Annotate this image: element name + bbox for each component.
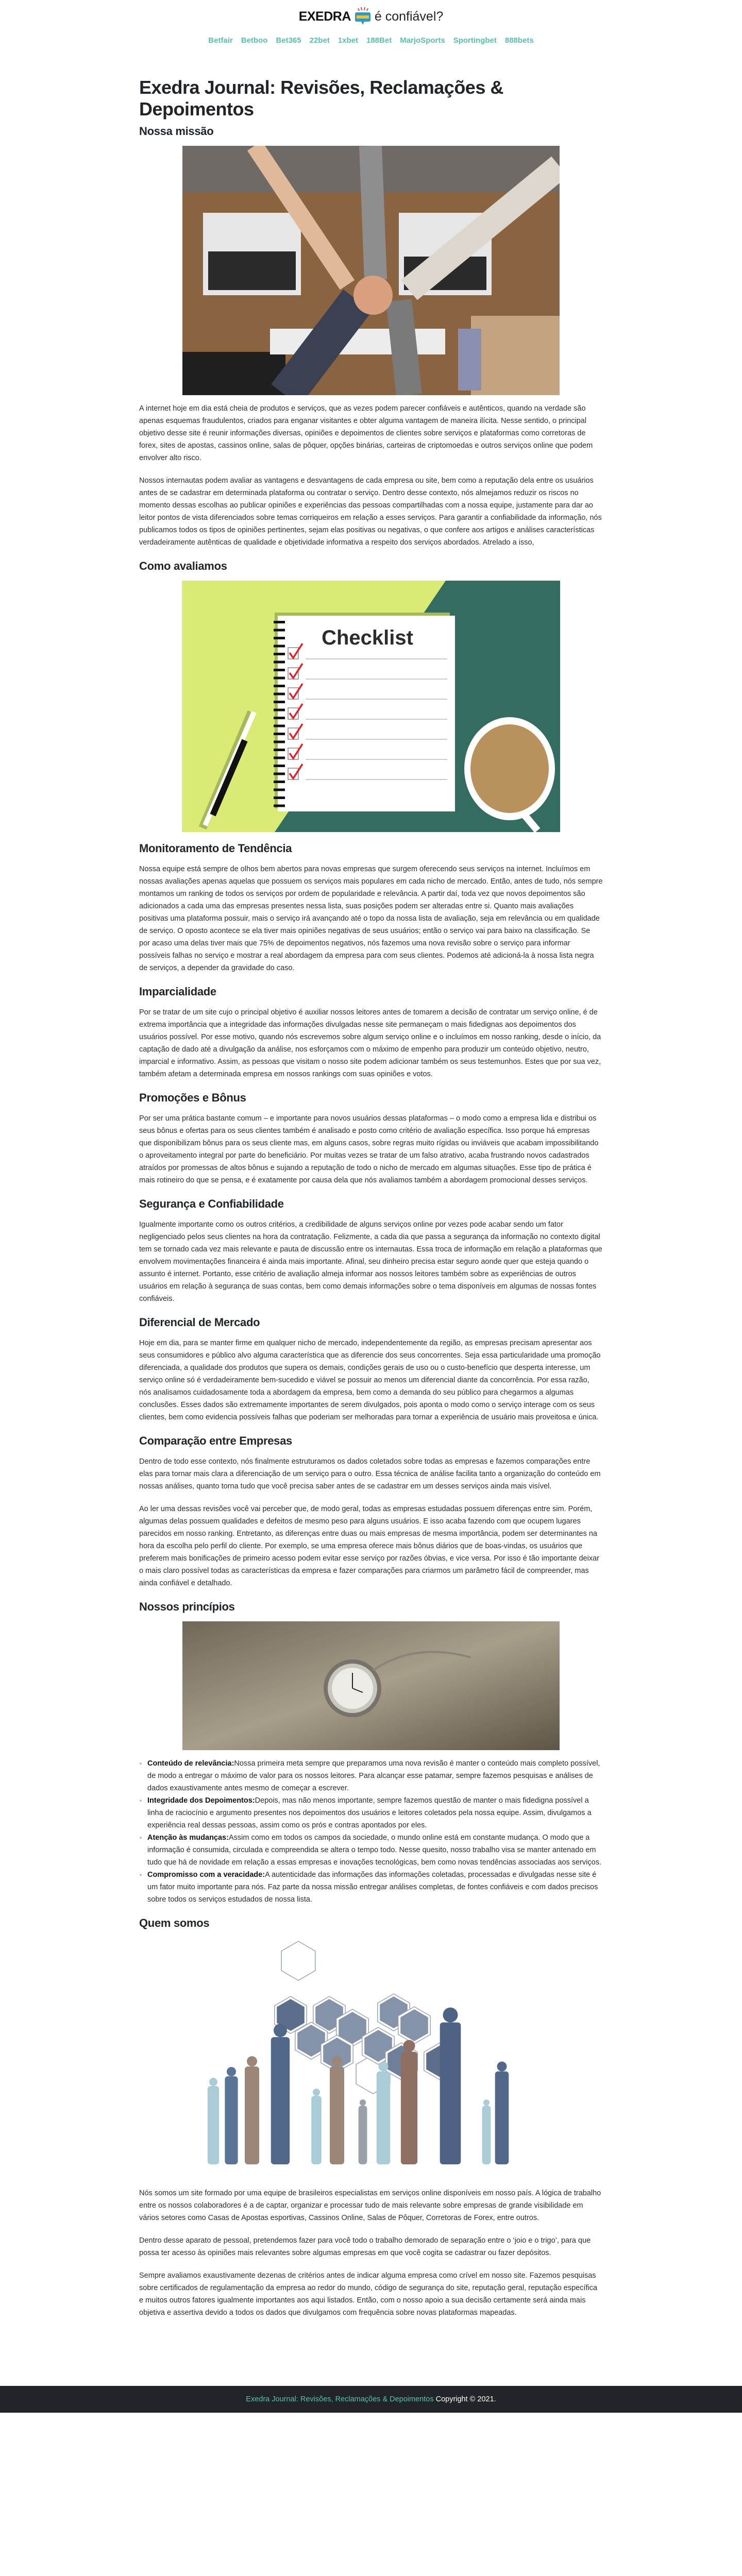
site-footer <box>0 2386 742 2413</box>
page-title: Exedra Journal: Revisões, Reclamações & Depoimentos <box>139 77 503 120</box>
principle-item: • Compromisso com a veracidade:A autenticidade das informações das informações coletadas, processadas e divulgadas nesse site é um fator muito importante para nós. Faz parte da nossa missão entregar análises completas, de fontes confiáveis e com dados precisos sobre todos os serviços estudados de nossa lista. <box>147 1869 603 1906</box>
mission-paragraph: A internet hoje em dia está cheia de produtos e serviços, que as vezes podem parecer confiáveis e autênticos, quando na verdade são apenas esquemas fraudulentos, criados para enganar visitantes e obter alguma vantagem de maneira ilícita. Nesse sentido, o principal objetivo desse site é reunir informações diversas, opiniões e depoimentos de clientes sobre serviços e plataformas como corretoras de forex, sites de apostas, cassinos online, salas de pôquer, opções binárias, carteiras de criptomoedas e outros serviços online que podem envolver alto risco. <box>139 404 593 462</box>
section-principles <box>139 1600 603 1906</box>
section-paragraph: Dentro de todo esse contexto, nós finalmente estruturamos os dados coletados sobre todas as empresas e fazemos comparações entre elas para tornar mais clara a diferenciação de um serviço para o outro. Essa técnica de análise facilita tanto a organização do conteúdo em nossas análises, quanto torna tudo que você precisa saber antes de se cadastrar em um desses serviços ainda mais visível. <box>139 1458 601 1490</box>
section-security <box>139 1197 603 1305</box>
speech-bubble-icon <box>354 7 372 26</box>
section-paragraph: Hoje em dia, para se manter firme em qualquer nicho de mercado, independentemente da região, as empresas precisam apresentar aos seus consumidores e público alvo alguma característica que as diferencie dos seus concorrentes. Seja essa particularidade uma promoção diferenciada, a qualidade dos produtos que supera os demais, condições gerais de uso ou o custo-benefício que desperta interesse, um serviço online só é verdadeiramente bem-sucedido e viável se possuir ao menos um diferencial diante da concorrência. Por essa razão, nós analisamos cuidadosamente toda a abordagem da empresa, bem como a demanda do seu público para chegarmos a algumas conclusões. Esses dados são extremamente importantes de serem divulgados, pois aponta o modo como o serviço interage com os seus clientes, bem como evidencia possíveis falhas que poderiam ser melhoradas para tornar a experiência de usuário mais proveitosa e única. <box>139 1339 601 1421</box>
section-heading: Nossos princípios <box>139 1600 235 1613</box>
section-heading: Quem somos <box>139 1917 210 1929</box>
section-market-differential <box>139 1315 603 1423</box>
main-content <box>139 45 603 2386</box>
section-heading: Imparcialidade <box>139 985 216 998</box>
pocket-watch-image <box>182 1621 560 1750</box>
team-silhouettes-image <box>182 1938 560 2180</box>
principle-item: • Atenção às mudanças:Assim como em todos os campos da sociedade, o mundo online está em constante mudança. O modo que a informação é consumida, circulada e compreendida se altera o tempo todo. Nesse quesito, nosso trabalho visa se manter antenado em tudo que há de novidade em relação a essas empresas e inovações tecnológicas, bem como novas tendências associadas aos serviços. <box>147 1832 603 1869</box>
nav-link-sportingbet[interactable]: Sportingbet <box>453 36 497 45</box>
section-trend <box>139 841 603 974</box>
section-paragraph: Ao ler uma dessas revisões você vai perceber que, de modo geral, todas as empresas estudadas possuem diferenças entre sim. Porém, algumas delas possuem qualidades e defeitos de mesmo peso para alguns usuários. E isso acaba fazendo com que ocupem lugares parecidos em nosso ranking. Entretanto, as diferenças entre duas ou mais empresas de mesma importância, podem ser determinantes na hora da escolha pelo perfil do cliente. Por exemplo, se uma empresa oferece mais bônus diários que de boas-vindas, os usuários que preferem mais bonificações de primeiro acesso podem evitar esse serviço por razões óbvias, e vice versa. Por isso é tão importante deixar o mais claro possível todas as características da empresa e fazer comparações para criarmos um parâmetro fácil de compreender, mas ainda confiável e detalhado. <box>139 1505 599 1587</box>
nav-link-888bets[interactable]: 888bets <box>504 36 534 45</box>
section-paragraph: Por se tratar de um site cujo o principal objetivo é auxiliar nossos leitores antes de tomarem a decisão de contratar um serviço online, é de extrema importância que a integridade das informações divulgadas nesse site permaneçam o mais fidedignas aos depoimentos dos usuários possível. Por esse motivo, quando nós escrevemos sobre algum serviço online e o incluímos em nosso ranking, desde o início, da captação de dado até a divulgação da análise, nos esforçamos com o máximo de empenho para produzir um conteúdo objetivo, neutro, imparcial e informativo. Assim, as pessoas que visitam o nosso site podem adicionar também os seus testemunhos. Estes que por sua vez, também afetam a determinada empresa em nossos rankings com suas opiniões e votos. <box>139 1008 601 1078</box>
section-heading: Segurança e Confiabilidade <box>139 1197 284 1210</box>
checklist-illustration <box>182 581 560 832</box>
section-heading: Diferencial de Mercado <box>139 1316 260 1329</box>
section-heading: Monitoramento de Tendência <box>139 842 292 855</box>
teamwork-fist-bump-image <box>182 146 560 395</box>
mission-paragraph: Nossos internautas podem avaliar as vantagens e desvantagens de cada empresa ou site, bem como a reputação dela entre os usuários antes de se cadastrar em determinada plataforma ou contratar o serviço. Dentro desse contexto, nós almejamos reduzir os riscos no momento dessas escolhas ao publicar opiniões e experiências das pessoas compartilhadas com a nossa equipe, justamente para dar ao leitor pontos de vista diferenciados sobre temas corriqueiros em relação a esses serviços. Para garantir a confiabilidade da informação, nós publicamos todos os tipos de opiniões pertinentes, sejam elas positivas ou negativas, o que confere aos artigos e análises características verdadeiramente autênticas de qualidade e objetividade informativa a respeito dos serviços abordados. Atrelado a isso, <box>139 477 602 547</box>
nav-link-1xbet[interactable]: 1xbet <box>338 36 358 45</box>
nav-link-betfair[interactable]: Betfair <box>208 36 233 45</box>
copyright-text: Copyright © 2021. <box>435 2395 496 2403</box>
nav-link-188bet[interactable]: 188Bet <box>366 36 392 45</box>
about-paragraph: Dentro desse aparato de pessoal, pretendemos fazer para você todo o trabalho demorado de separação entre o ‘joio e o trigo’, para que possa ter acesso às opiniões mais relevantes sobre algumas empresas em que você cogita se cadastrar ou fazer depósitos. <box>139 2236 591 2257</box>
section-heading-how: Como avaliamos <box>139 560 227 572</box>
section-about <box>139 1916 603 2319</box>
section-promotions <box>139 1091 603 1187</box>
nav-link-22bet[interactable]: 22bet <box>309 36 330 45</box>
section-heading: Comparação entre Empresas <box>139 1434 292 1447</box>
checklist-title: Checklist <box>322 626 413 649</box>
site-logo[interactable] <box>299 6 444 27</box>
nav-link-betboo[interactable]: Betboo <box>241 36 268 45</box>
about-paragraph: Nós somos um site formado por uma equipe de brasileiros especialistas em serviços online disponíveis em nosso país. A lógica de trabalho entre os nossos colaboradores é a de captar, organizar e processar tudo de mais relevante sobre empresas de grande visibilidade em vários setores como Casas de Apostas esportivas, Cassinos Online, Salas de Pôquer, Corretoras de Forex, entre outros. <box>139 2189 601 2222</box>
logo-wordmark: EXEDRA <box>298 9 351 24</box>
section-paragraph: Nossa equipe está sempre de olhos bem abertos para novas empresas que surgem oferecendo seus serviços na internet. Incluímos em nossas avaliações apenas aquelas que possuem os serviços mais populares em cada nicho de mercado. Então, antes de tudo, nós sempre montamos um ranking de todos os serviços por ordem de popularidade e relevância. A partir daí, toda vez que novos depoimentos são adicionados a cada uma das empresas presentes nessa lista, suas posições podem ser alteradas entre si. Quanto mais avaliações positivas uma plataforma possuir, mais o serviço irá avançando até o topo da nossa lista de avaliação, seja em relevância ou em qualidade de serviço. O oposto acontece se ela tiver mais opiniões negativas de seus usuários; então o serviço vai para baixo na classificação. Se por acaso uma delas tiver mais que 75% de depoimentos negativos, nós fazemos uma nova revisão sobre o serviço para informar possíveis falhas no serviço e mostrar a real abordagem da empresa para com seus clientes. Podemos até adicioná-la à nossa lista negra de serviços, a depender da gravidade do caso. <box>139 865 603 972</box>
section-heading: Promoções e Bônus <box>139 1091 246 1104</box>
section-paragraph: Igualmente importante como os outros critérios, a credibilidade de alguns serviços online por vezes pode acabar sendo um fator negligenciado pelos seus clientes na hora da contratação. Felizmente, a cada dia que passa a segurança da informação no contexto digital tem se tornado cada vez mais relevante e pauta de discussão entre os internautas. Essa troca de informação em relação a plataformas que envolvem movimentações financeira é ainda mais importante. Afinal, seu dinheiro precisa estar seguro aonde quer que esteja quando o assunto é internet. Portanto, esse critério de avaliação almeja informar aos nossos leitores também sobre as experiências de outros usuários em relação à segurança de suas contas, bem como demais informações sobre o tema disponíveis em algumas de nossas fontes confiáveis. <box>139 1221 602 1303</box>
nav-link-marjosports[interactable]: MarjoSports <box>400 36 445 45</box>
section-impartiality <box>139 985 603 1080</box>
about-paragraph: Sempre avaliamos exaustivamente dezenas de critérios antes de indicar alguma empresa como crível em nosso site. Fazemos pesquisas sobre certificados de regulamentação da empresa ao redor do mundo, código de segurança do site, reputação geral, reputação específica e muitos outros fatores igualmente importantes aos aqui listados. Então, com o nosso apoio a sua decisão certamente será ainda mais objetiva e assertiva devido a todos os dados que divulgamos com frequência sobre novas plataformas mapeadas. <box>139 2272 598 2317</box>
principle-item: • Conteúdo de relevância:Nossa primeira meta sempre que preparamos uma nova revisão é manter o conteúdo mais completo possível, de modo a entregar o máximo de valor para os nossos leitores. Para alcançar esse patamar, sempre fazemos pesquisas e análises de dados exaustivamente antes mesmo de começar a escrever. <box>147 1757 603 1794</box>
footer-home-link[interactable]: Exedra Journal: Revisões, Reclamações & Depoimentos <box>246 2395 434 2403</box>
principle-item: • Integridade dos Depoimentos:Depois, mas não menos importante, sempre fazemos questão de manter o mais fidedigna possível a linha de raciocínio e argumento presentes nos depoimentos dos usuários e leitores coletados pela nossa equipe. Assim, divulgamos a experiência real dessas pessoas, assim como os prós e contras apontados por eles. <box>147 1794 603 1832</box>
nav-link-bet365[interactable]: Bet365 <box>276 36 301 45</box>
top-nav <box>0 36 742 45</box>
section-heading-mission: Nossa missão <box>139 125 214 138</box>
principles-list <box>139 1757 603 1906</box>
section-comparison <box>139 1434 603 1589</box>
section-paragraph: Por ser uma prática bastante comum – e importante para novos usuários dessas plataformas – o modo como a empresa lida e distribui os seus bônus e ofertas para os seus clientes também é analisado e posto como critério de avaliação específica. Isso porque há empresas que disponibilizam bônus para os seus cliente mas, em alguns casos, sobre regras muito rígidas ou inviáveis que acabam impossibilitando o aproveitamento integral por parte do beneficiário. Por muitas vezes se tratar de um falso atrativo, acaba frustrando novos cadastrados atraídos por promessas de altos bônus e sujando a reputação de todo o nicho de mercado em algumas situações. Esse tipo de prática é mais rotineiro do que se pensa, e é exatamente por causa dela que nós avaliamos também a abordagem promocional desses serviços. <box>139 1114 599 1184</box>
site-header <box>0 0 742 45</box>
logo-tagline: é confiável? <box>374 9 444 24</box>
